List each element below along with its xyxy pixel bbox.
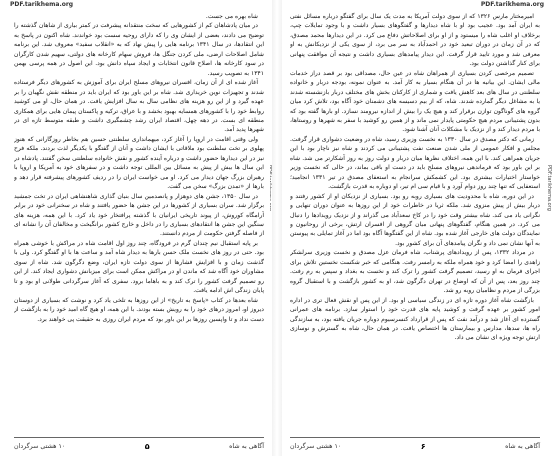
footer-chapter: ۱۰ هشتی سرگردان	[14, 442, 66, 450]
paragraph: بر پایه استقبال نیم چندان گرم در فرودگاه، چند روز اول اقامت شاه در مراکش با خوشی همراه بود. حتی در روز های نخست ملک حسن بارها به دیدار شاه آمد و ساعت ها با او گفتگو کرد. ولی با گذشت زمان و با افزایش فشارها از سوی دولت تازه ایران، وضع دگرگون شد. شاه از سوی مشاوران خود آگاه شد که ماندن او در مراکش ممکن است برای میزبانش دشواری ایجاد کند. از این رو تصمیم گرفت کشور را ترک کند و به باهاما برود. سفری که آغاز سرگردانی طولانی او بود و تا پایان زندگی اش ادامه یافت.	[14, 239, 264, 295]
gutter-watermark: PDF.tarikhema.org	[546, 165, 552, 211]
site-watermark: PDF.tarikhema.org	[10, 1, 74, 8]
right-page-body	[290, 12, 540, 436]
paragraph: بازگشت شاه آغاز دوره تازه ای در زندگی سیاسی او بود. از این پس او نقش فعال تری در اداره امور کشور بر عهده گرفت و کوشید پایه های قدرت خود را استوار سازد. برنامه های عمرانی گسترده ای آغاز شد و درآمد نفت که پس از قرارداد کنسرسیوم دوباره جریان یافته بود، به سازندگی راه ها، سدها، مدارس و بیمارستان ها اختصاص یافت. در همان حال، شاه به گسترش و نوسازی ارتش توجه ویژه ای نشان می داد.	[290, 296, 540, 342]
page-number: ۶	[420, 441, 426, 451]
site-watermark: PDF.tarikhema.org	[480, 1, 544, 8]
paragraph: در این دوره، شاه با محدودیت های بسیاری روبه رو بود. بسیاری از نزدیکان او از کشور رفتند و دربار بیش از پیش منزوی شد. ملکه ثریا در خاطرات خود از این روزها به عنوان دوران تنهایی و نگرانی یاد می کند. شاه بیشتر وقت خود را در کاخ سعدآباد می گذراند و از نزدیک رویدادها را دنبال می کرد. در همین هنگام، گفتگوهای پنهانی میان گروهی از افسران ارتش، برخی از روحانیون و نمایندگان دولت های خارجی آغاز شده بود. شاه از این گفتگوها آگاه بود اما در آغاز تمایلی به پیوستن به آنها نشان نمی داد و نگران پیامدهای آن برای کشور بود.	[290, 192, 540, 247]
paragraph: آغاز شده ای از آن زمان، افسران نیروهای مسلح ایران برای آموزش به کشورهای دیگر فرستاده شدند و تجهیزات نوین خریداری شد. شاه بر این باور بود که ایران باید در منطقه نقش نگهبان را بر عهده گیرد و از این رو هزینه های نظامی سال به سال افزایش یافت. در همان حال، او می کوشید روابط خود را با کشورهای همسایه بهبود بخشد و با عراق، ترکیه و پاکستان پیمان هایی برای همکاری منطقه ای بست. در دهه چهل، اقتصاد ایران رشد چشمگیری داشت و طبقه متوسط تازه ای در شهرها پدید آمد.	[14, 79, 264, 134]
paragraph: شاه بهره می جست.	[205, 13, 258, 20]
left-page	[8, 0, 270, 456]
right-page	[284, 0, 546, 456]
paragraph: زمانی که دکتر مصدق در سال ۱۳۳۰ به نخست وزیری رسید، شاه در وضعیت دشواری قرار گرفت. مجلس و افکار عمومی از ملی شدن صنعت نفت پشتیبانی می کردند و شاه نیز ناچار بود با این جریان همراهی کند. با این همه، اختلاف نظرها میان دربار و دولت روز به روز آشکارتر می شد. شاه بر این باور بود که فرماندهی نیروهای مسلح باید در دست او باقی بماند، در حالی که نخست وزیر خواستار اختیارات بیشتری بود. این کشمکش سرانجام به استعفای مصدق در تیر ۱۳۳۱ انجامید؛ استعفایی که تنها چند روز دوام آورد و با قیام سی ام تیر، او دوباره به قدرت بازگشت.	[290, 135, 540, 191]
paragraph: شاه بعدها در کتاب «پاسخ به تاریخ» از این روزها به تلخی یاد کرد و نوشت که بسیاری از دوستان دیروز او، امروز درهای خود را به رویش بسته بودند. با این همه، او هیچ گاه امید خود را به بازگشت از دست نداد و تا واپسین روزها بر این باور بود که مردم ایران روزی به حقیقت پی خواهند برد.	[14, 296, 264, 323]
paragraph: امیرمختار مارس ۱۳۲۶ که از سوی دولت آمریکا به مدت یک سال برای گفتگو درباره مسائل نفتی به ایران آمد بود. عجیب بود او با شاه دیدارها و گفتگوهای بسیار داشت و با وجود تمایلات چپ، برخلاف او اغلب شاه را میستود و از او برای اصلاحاتش دفاع می کرد. در این دیدارها محمد مصدق، که در آن زمان در دوران تبعید خود در احمدآباد به سر می برد، از سوی یکی از نزدیکانش به او معرفی شد و مورد تایید قرار گرفت. این دیدار پیامدهای بسیاری داشت و نتیجه آن موافقت پنهانی برای کنار گذاشتن دولت بود.	[290, 13, 540, 68]
paragraph: در مرداد ۱۳۳۲، پس از رویدادهای پرشتاب، شاه فرمان عزل مصدق و نخست وزیری سرلشکر زاهدی را امضا کرد و خود همراه ملکه به رامسر رفت. هنگامی که خبر شکست نخستین تلاش برای اجرای فرمان به او رسید، تصمیم گرفت کشور را ترک کند و نخست به بغداد و سپس به رم رفت. چند روز بعد، پس از آن که اوضاع در تهران دگرگون شد، او به کشور بازگشت و با استقبال گروه بزرگی از مردم و نظامیان روبه رو شد.	[290, 249, 540, 295]
page-number: ۵	[144, 441, 150, 451]
paragraph: در سال ۱۳۵۰، جشن های دوهزار و پانصدمین سال بنیان گذاری شاهنشاهی ایران در تخت جمشید برگزار شد. سران بسیاری از کشورها در این جشن ها حضور یافتند و شاه در سخنرانی خود در برابر آرامگاه کوروش، از پیوند تاریخی ایرانیان با گذشته پرافتخار خود یاد کرد. با این همه، هزینه های سنگین این جشن ها انتقادهای بسیاری را در داخل و خارج کشور برانگیخت و مخالفان آن را نشانه ای از فاصله گرفتن حکومت از مردم دانستند.	[14, 192, 264, 238]
paragraph: ولی وقتی اقامت در اروپا را آغاز کرد، میهمانداری سلطنتی حسین هم بخاطر روزگارانی که هنوز پهلوی بر تخت سلطنت بود ملاقاتی با ایشان داشت و آنان از گفتگو با یکدیگر لذت بردند. ملکه فرح نیز در این دیدارها حضور داشت و درباره آینده کشور و نقش خانواده سلطنتی سخن گفتند. پادشاه در این سال ها بیش از پیش به مسائل بین المللی توجه داشت و در سفرهای خود به آمریکا و اروپا با رهبران بزرگ جهان دیدار می کرد. او می خواست ایران را در ردیف کشورهای پیشرفته قرار دهد و بارها از «تمدن بزرگ» سخن می گفت.	[14, 135, 264, 191]
left-page-body	[14, 12, 264, 436]
page-footer	[290, 437, 540, 452]
footer-chapter: ۱۰ هشتی سرگردان	[290, 442, 342, 450]
paragraph: تصمیم مرخصی کردن بسیاری از همراهان شاه در عین حال، مصداقی بود بر قصد دراز خدمات مالی ایشان. این بیانیه ها در آن هنگام بسیار به کار آمد. به عنوان نمونه، بودجه دربار و خانواده سلطنتی در سال های بعد کاهش یافت و شماری از کارکنان بخش های مختلف دربار بازنشسته شدند یا به مشاغل دیگر گمارده شدند. شاه، که از بیم دسیسه های دشمنان خود آگاه بود، تلاش کرد میان گروه های گوناگون توازن برقرار کند و هیچ یک را بیش از اندازه نیرومند نسازد. او بارها گفته بود که بدون پشتیبانی مردم هیچ حکومتی پایدار نمی ماند و از همین رو کوشید با سفر به شهرها و روستاها، با مردم دیدار کند و از نزدیک با مشکلات آنان آشنا شود.	[290, 69, 540, 134]
footer-book-title: آگاهی به شاه	[229, 442, 264, 450]
footer-book-title: آگاهی به شاه	[505, 442, 540, 450]
paragraph: در میان پادشاهان کم از کشورهایی که سخت منتقدانه پیشرفت در کمتر بیاری از شاهان گذشته را توضیح می دادند، بعضی از ایشان وی را که دارای روحیه سست بود خواندند. شاه اکنون در پاسخ به این انتقادها، در سال ۱۳۴۱ برنامه هایی را پیش نهاد که به «انقلاب سفید» معروف شد. این برنامه شامل اصلاحات ارضی، ملی کردن جنگل ها، فروش سهام کارخانه های دولتی، سهیم شدن کارگران در سود کارخانه ها، اصلاح قانون انتخابات و ایجاد سپاه دانش بود. این اصول در همه پرسی بهمن ۱۳۴۱ به تصویب رسید.	[14, 22, 264, 77]
book-spine	[272, 0, 282, 456]
page-footer	[14, 437, 264, 452]
